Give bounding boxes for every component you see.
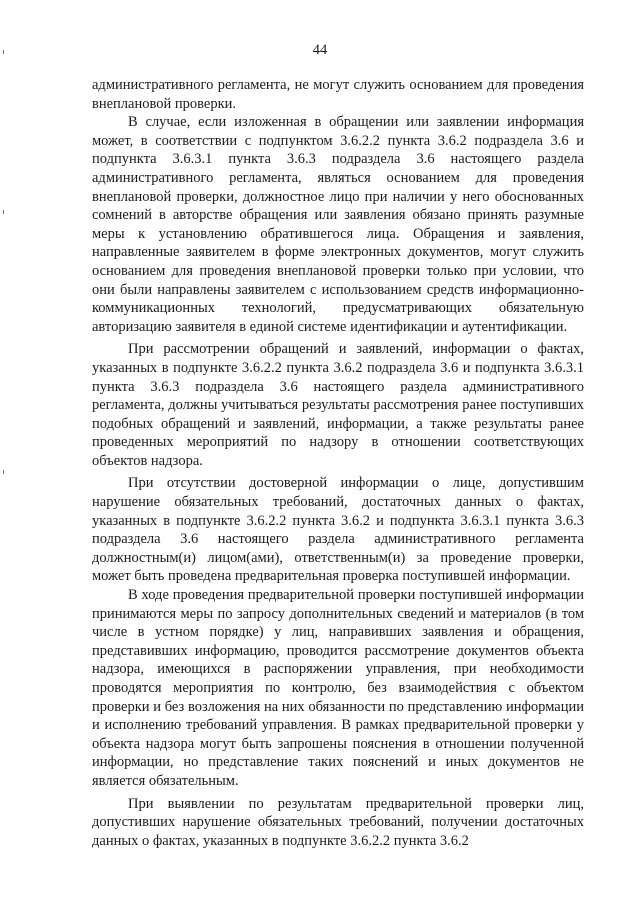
page-number: 44 bbox=[312, 42, 328, 58]
document-body bbox=[92, 76, 584, 850]
binding-mark bbox=[3, 470, 4, 474]
paragraph: административного регламента, не могут служить основанием для проведения внеплановой проверки. bbox=[92, 77, 584, 112]
paragraph: При отсутствии достоверной информации о лице, допустившим нарушение обязательных требований, достаточных данных о фактах, указанных в подпункте 3.6.2.2 пункта 3.6.2 и подпункта 3.6.3.1 пункта 3.6.3 подраздела 3.6 настоящего раздела административного регламента должностным(и) лицом(ами), ответственным(и) за проведение проверки, может быть проведена предварительная проверка поступившей информации. bbox=[92, 475, 584, 585]
paragraph: В ходе проведения предварительной проверки поступившей информации принимаются меры по запросу дополнительных сведений и материалов (в том числе в устном порядке) у лиц, направивших заявления и обращения, представивших информацию, проводится рассмотрение документов объекта надзора, имеющихся в распоряжении управления, при необходимости проводятся мероприятия по контролю, без взаимодействия с объектом проверки и без возложения на них обязанности по представлению информации и исполнению требований управления. В рамках предварительной проверки у объекта надзора могут быть запрошены пояснения в отношении полученной информации, но представление таких пояснений и иных документов не является обязательным. bbox=[92, 587, 584, 789]
paragraph: При выявлении по результатам предварительной проверки лиц, допустивших нарушение обязательных требований, получении достаточных данных о фактах, указанных в подпункте 3.6.2.2 пункта 3.6.2 bbox=[92, 795, 584, 849]
paragraph: При рассмотрении обращений и заявлений, информации о фактах, указанных в подпункте 3.6.2.2 пункта 3.6.2 подраздела 3.6 и подпункта 3.6.3.1 пункта 3.6.3 подраздела 3.6 настоящего раздела административного регламента, должны учитываться результаты рассмотрения ранее поступивших подобных обращений и заявлений, информации, а также результаты ранее проведенных мероприятий по надзору в отношении соответствующих объектов надзора. bbox=[92, 341, 584, 469]
binding-mark bbox=[3, 210, 4, 214]
paragraph: В случае, если изложенная в обращении или заявлении информация может, в соответствии с подпунктом 3.6.2.2 пункта 3.6.2 подраздела 3.6 и подпункта 3.6.3.1 пункта 3.6.3 подраздела 3.6 настоящего раздела административного регламента, являться основанием для проведения внеплановой проверки, должностное лицо при наличии у него обоснованных сомнений в авторстве обращения или заявления обязано принять разумные меры к установлению обратившегося лица. Обращения и заявления, направленные заявителем в форме электронных документов, могут служить основанием для проведения внеплановой проверки только при условии, что они были направлены заявителем с использованием средств информационно-коммуникационных технологий, предусматривающих обязательную авторизацию заявителя в единой системе идентификации и аутентификации. bbox=[92, 114, 584, 335]
